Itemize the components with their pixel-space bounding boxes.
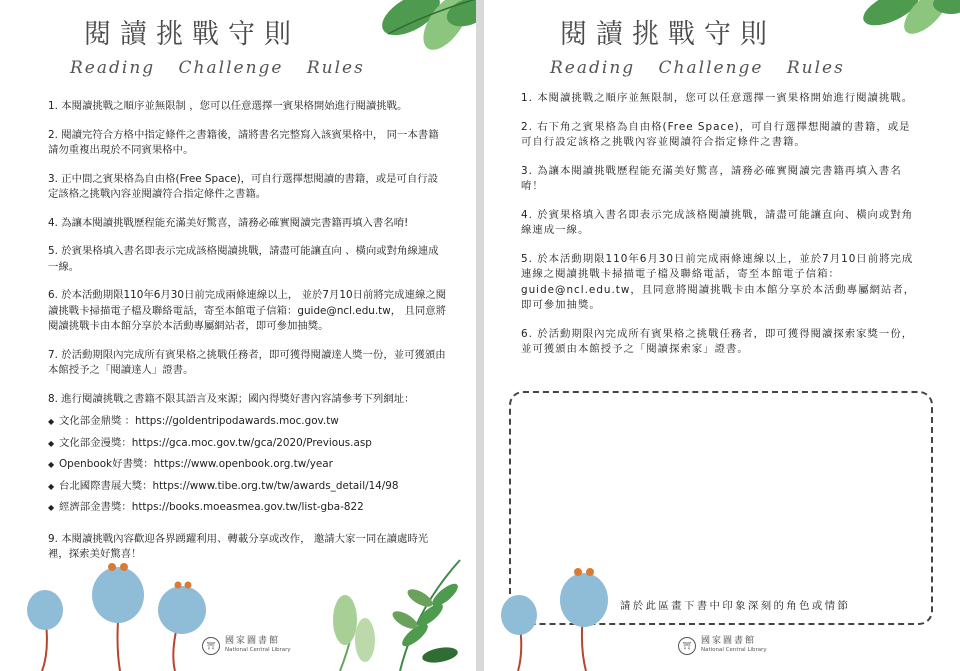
award-link-text[interactable]: 文化部金漫獎：https://gca.moc.gov.tw/gca/2020/Previous.asp [59, 436, 372, 449]
rule-item: 1. 本閱讀挑戰之順序並無限制，您可以任意選擇一賓果格開始進行閱讀挑戰。 [521, 92, 914, 104]
award-link-item[interactable] [48, 411, 448, 433]
library-name-en: National Central Library [701, 647, 767, 653]
leaf-illustration [856, 0, 960, 44]
diamond-bullet-icon: ◆ [48, 460, 55, 469]
rule-item: 2. 右下角之賓果格為自由格(Free Space)，可自行選擇想閱讀的書籍，或是可自行設定該格之挑戰內容並閱讀符合指定條件之書籍。 [521, 120, 911, 148]
rule-item: 3. 為讓本閱讀挑戰歷程能充滿美好驚喜，請務必確實閱讀完書籍再填入書名唷！ [521, 164, 902, 192]
rule-item: 5. 於賓果格填入書名即表示完成該格閱讀挑戰，請盡可能讓直向 、橫向或對角線連成一線。 [48, 245, 439, 273]
award-links-list [48, 411, 448, 519]
page-subtitle: Reading Challenge Rules [550, 58, 845, 78]
library-logo [202, 637, 291, 655]
library-logo [678, 637, 767, 655]
award-link-text[interactable]: 文化部金鼎獎 ：https://goldentripodawards.moc.gov.tw [59, 415, 339, 427]
rule-item: 1. 本閱讀挑戰之順序並無限制 ，您可以任意選擇一賓果格開始進行閱讀挑戰。 [48, 100, 408, 112]
rules-list [48, 99, 448, 576]
page-title: 閱讀挑戰守則 [560, 19, 776, 50]
diamond-bullet-icon: ◆ [48, 417, 55, 426]
rule-text: 8. 進行閱讀挑戰之書籍不限其語言及來源；國內得獎好書內容請參考下列網址： [48, 392, 415, 405]
award-link-item[interactable] [48, 476, 448, 498]
rules-page-right [484, 0, 960, 671]
award-link-item[interactable] [48, 454, 448, 476]
rule-item: 9. 本閱讀挑戰內容歡迎各界踴躍利用、轉載分享或改作， 邀請大家一同在讀處時光裡，探索美好驚喜！ [48, 532, 429, 560]
rule-item: 4. 於賓果格填入書名即表示完成該格閱讀挑戰，請盡可能讓直向、橫向或對角線連成一線。 [521, 208, 914, 236]
award-link-item[interactable] [48, 497, 448, 519]
rule-item: 2. 閱讀完符合方格中指定條件之書籍後，請將書名完整寫入該賓果格中， 同一本書籍請勿重複出現於不同賓果格中。 [48, 128, 439, 156]
blue-flower-illustration [20, 555, 210, 671]
diamond-bullet-icon: ◆ [48, 503, 55, 512]
library-name-en: National Central Library [225, 647, 291, 653]
award-link-text[interactable]: Openbook好書獎：https://www.openbook.org.tw/year [59, 458, 333, 470]
page-subtitle: Reading Challenge Rules [70, 58, 365, 78]
rule-item: 6. 於本活動期限110年6月30日前完成兩條連線以上， 並於7月10日前將完成連線之閱讀挑戰卡掃描電子檔及聯絡電話，寄至本館電子信箱：guide@ncl.edu.tw， 且同意將閱讀挑戰卡由本館分享於本活動專屬網站者，即可參加抽獎。 [48, 289, 447, 332]
rule-item: 5. 於本活動期限110年6月30日前完成兩條連線以上，並於7月10日前將完成連線之閱讀挑戰卡掃描電子檔及聯絡電話，寄至本館電子信箱：guide@ncl.edu.tw，且同意將閱讀挑戰卡由本館分享於本活動專屬網站者，即可參加抽獎。 [521, 252, 916, 311]
rule-item: 6. 於活動期限內完成所有賓果格之挑戰任務者，即可獲得閱讀探索家獎一份，並可獲頒由本館授予之「閱讀探索家」證書。 [521, 327, 914, 355]
rule-item: 7. 於活動期限內完成所有賓果格之挑戰任務者，即可獲得閱讀達人獎一份，並可獲頒由本館授予之「閱讀達人」證書。 [48, 348, 446, 376]
award-link-text[interactable]: 台北國際書展大獎：https://www.tibe.org.tw/tw/awards_detail/14/98 [59, 479, 399, 492]
drawing-prompt: 請於此區畫下書中印象深刻的角色或情節 [620, 600, 851, 612]
rule-item [48, 392, 448, 519]
fern-illustration [320, 540, 476, 671]
blue-flower-illustration [494, 550, 614, 671]
rules-page-left [0, 0, 476, 671]
library-seal-icon: ⛩ [678, 637, 696, 655]
page-title: 閱讀挑戰守則 [84, 19, 300, 50]
rules-list [521, 91, 921, 371]
library-seal-icon: ⛩ [202, 637, 220, 655]
diamond-bullet-icon: ◆ [48, 438, 55, 448]
library-name-zh: 國家圖書館 [225, 636, 281, 646]
leaf-illustration [376, 0, 476, 64]
diamond-bullet-icon: ◆ [48, 481, 55, 491]
rule-item: 4. 為讓本閱讀挑戰歷程能充滿美好驚喜，請務必確實閱讀完書籍再填入書名唷! [48, 216, 409, 229]
award-link-text[interactable]: 經濟部金書獎：https://books.moeasmea.gov.tw/list-gba-822 [59, 501, 364, 513]
library-name-zh: 國家圖書館 [701, 636, 757, 646]
award-link-item[interactable] [48, 433, 448, 455]
rule-item: 3. 正中間之賓果格為自由格(Free Space)，可自行選擇想閱讀的書籍，或是可自行設定該格之挑戰內容並閱讀符合指定條件之書籍。 [48, 172, 439, 200]
